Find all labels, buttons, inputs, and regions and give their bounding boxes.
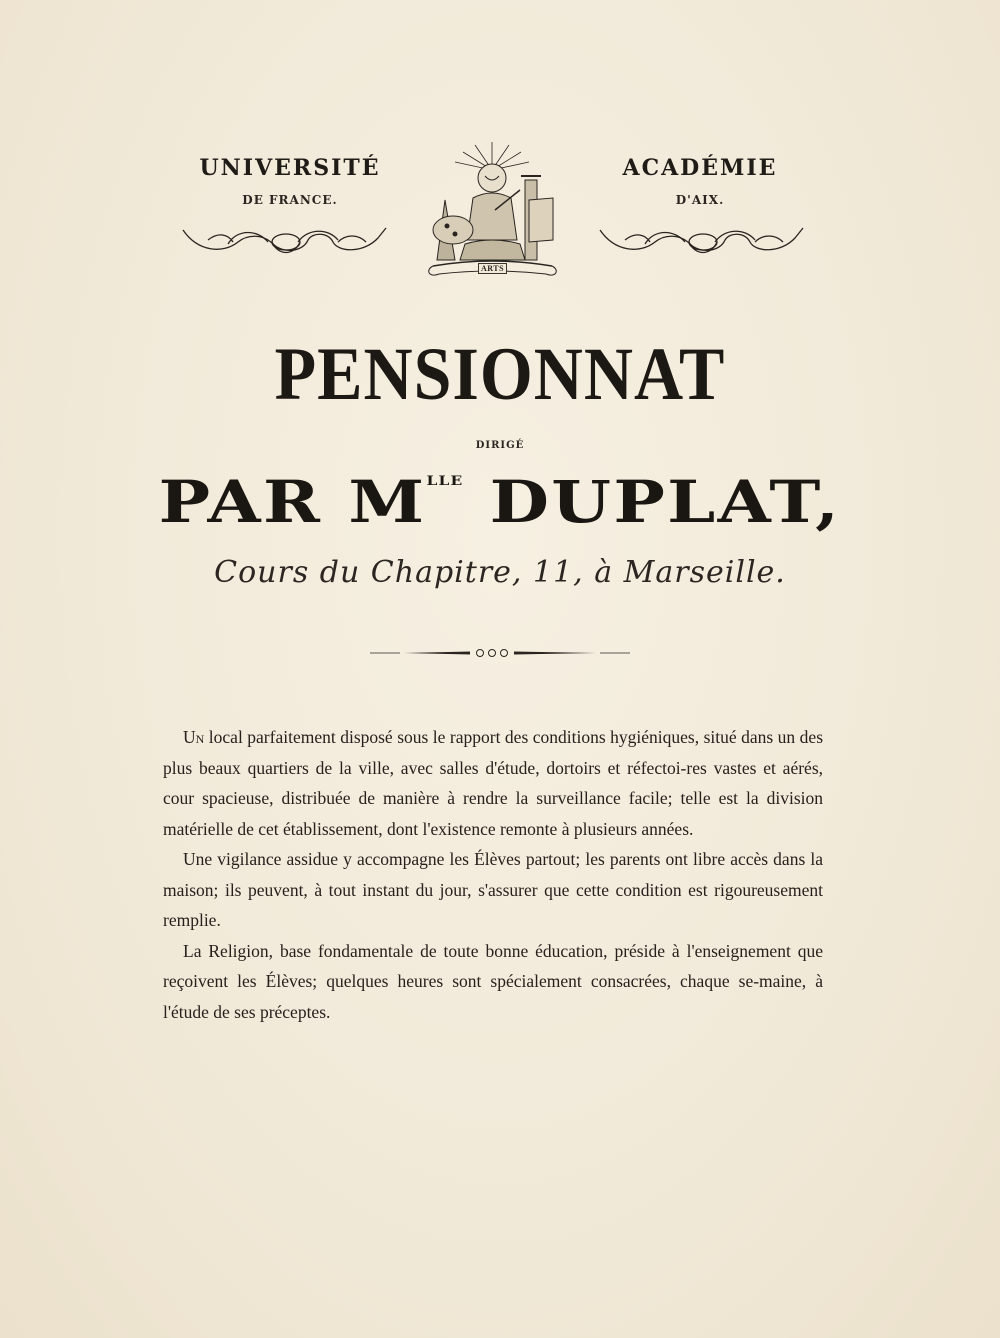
flourish-right-ornament	[595, 222, 810, 264]
header-right-title: ACADÉMIE	[622, 155, 778, 181]
header-right	[590, 155, 810, 207]
body-text	[163, 722, 823, 1027]
emblem-label: ARTS	[478, 263, 507, 274]
paragraph-1-text: local parfaitement disposé sous le rapport des conditions hygiéniques, situé dans un des plus beaux quartiers de la ville, avec salles d'étude, dortoirs et réfectoi-res vastes et aérés, cour spacieuse, distribuée de manière à rendre la surveillance facile; telle est la division matérielle de cet établissement, dont l'existence remonte à plusieurs années.	[163, 727, 823, 839]
header-left-subtitle: DE FRANCE.	[242, 193, 338, 207]
flourish-left-ornament	[178, 222, 393, 264]
header-left	[180, 155, 400, 207]
director-name: DUPLAT,	[489, 468, 842, 536]
director-line	[0, 468, 1000, 536]
decorative-rule	[370, 645, 630, 661]
header-right-subtitle: D'AIX.	[675, 193, 725, 207]
paragraph-3: La Religion, base fondamentale de toute bonne éducation, préside à l'enseignement que reçoivent les Élèves; quelques heures sont spécialement consacrées, chaque se-maine, à l'étude de ses préceptes.	[163, 940, 823, 1022]
paragraph-2: Une vigilance assidue y accompagne les Élèves partout; les parents ont libre accès dans la maison; ils peuvent, à tout instant du jour, s'assurer que cette condition est rigoureusement remplie.	[163, 849, 823, 930]
director-prefix: PAR M	[158, 468, 427, 536]
address-line: Cours du Chapitre, 11, à Marseille.	[214, 555, 786, 590]
main-title: PENSIONNAT	[274, 332, 726, 416]
dirige-label: DIRIGÉ	[475, 440, 525, 451]
header-left-title: UNIVERSITÉ	[199, 155, 381, 181]
paragraph-1-lead: Un	[183, 727, 205, 747]
director-superscript: LLE	[426, 474, 464, 489]
paragraph-1	[163, 722, 823, 844]
